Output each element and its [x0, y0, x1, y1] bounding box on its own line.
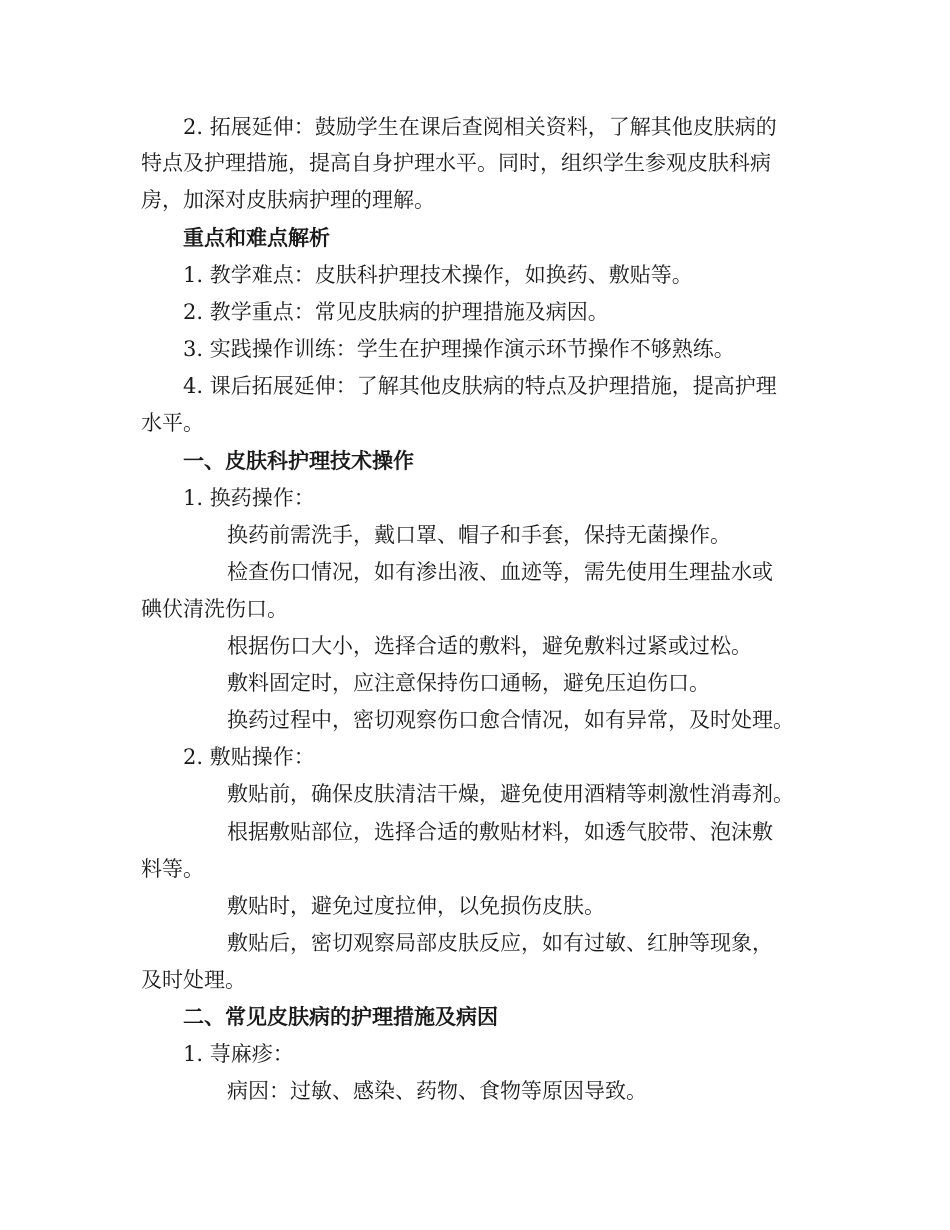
paragraph-line: 料等。: [141, 857, 204, 881]
paragraph-line: 敷料固定时，应注意保持伤口通畅，避免压迫伤口。: [227, 671, 710, 695]
paragraph-line: 根据伤口大小，选择合适的敷料，避免敷料过紧或过松。: [227, 634, 752, 658]
list-item: 3. 实践操作训练：学生在护理操作演示环节操作不够熟练。: [183, 337, 735, 361]
paragraph-line: 及时处理。: [141, 968, 246, 992]
list-item: 1. 教学难点：皮肤科护理技术操作，如换药、敷贴等。: [183, 263, 693, 287]
paragraph-line: 水平。: [141, 411, 204, 435]
paragraph-line: 病因：过敏、感染、药物、食物等原因导致。: [227, 1079, 647, 1103]
list-item: 1. 换药操作：: [183, 486, 315, 510]
paragraph-line: 敷贴前，确保皮肤清洁干燥，避免使用酒精等刺激性消毒剂。: [227, 782, 794, 806]
list-item: 2. 敷贴操作：: [183, 745, 315, 769]
section-heading: 一、皮肤科护理技术操作: [183, 449, 414, 473]
paragraph-line: 2. 拓展延伸：鼓励学生在课后查阅相关资料，了解其他皮肤病的: [183, 115, 777, 139]
paragraph-line: 换药过程中，密切观察伤口愈合情况，如有异常，及时处理。: [227, 708, 794, 732]
paragraph-line: 敷贴时，避免过度拉伸，以免损伤皮肤。: [227, 894, 605, 918]
paragraph-line: 换药前需洗手，戴口罩、帽子和手套，保持无菌操作。: [227, 523, 731, 547]
paragraph-line: 房，加深对皮肤病护理的理解。: [141, 188, 435, 212]
paragraph-line: 根据敷贴部位，选择合适的敷贴材料，如透气胶带、泡沫敷: [227, 820, 773, 844]
paragraph-line: 检查伤口情况，如有渗出液、血迹等，需先使用生理盐水或: [227, 560, 773, 584]
paragraph-line: 特点及护理措施，提高自身护理水平。同时，组织学生参观皮肤科病: [141, 151, 771, 175]
list-item: 4. 课后拓展延伸：了解其他皮肤病的特点及护理措施，提高护理: [183, 374, 777, 398]
paragraph-line: 碘伏清洗伤口。: [141, 597, 288, 621]
section-heading: 二、常见皮肤病的护理措施及病因: [183, 1005, 498, 1029]
paragraph-line: 敷贴后，密切观察局部皮肤反应，如有过敏、红肿等现象，: [227, 931, 773, 955]
list-item: 2. 教学重点：常见皮肤病的护理措施及病因。: [183, 300, 609, 324]
section-heading: 重点和难点解析: [183, 226, 330, 250]
list-item: 1. 荨麻疹：: [183, 1042, 294, 1066]
